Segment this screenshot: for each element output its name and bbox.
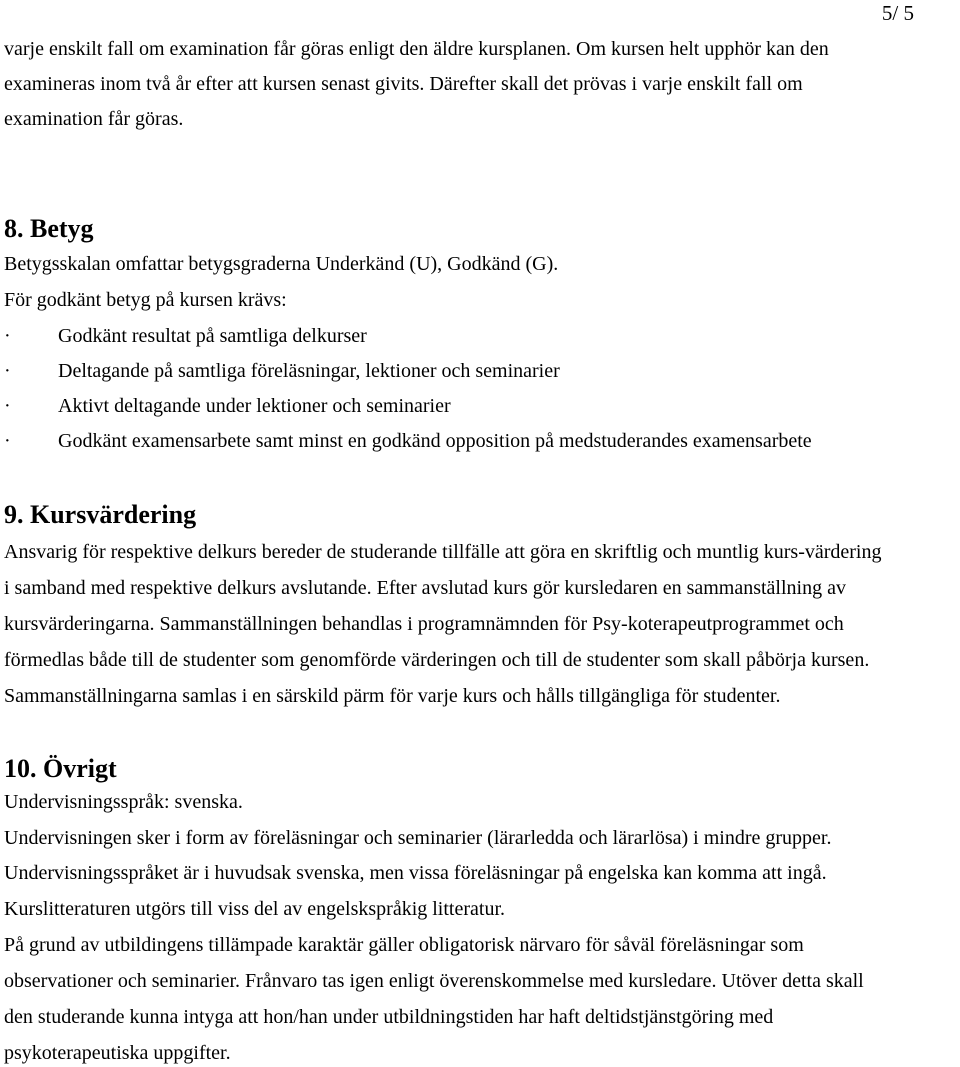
- intro-line-2: examineras inom två år efter att kursen senast givits. Därefter skall det prövas i varje enskilt fall om: [4, 73, 803, 95]
- section-8-heading: 8. Betyg: [4, 214, 94, 243]
- bullet-text: Aktivt deltagande under lektioner och seminarier: [58, 395, 451, 417]
- bullet-text: Godkänt examensarbete samt minst en godkänd opposition på medstuderandes examensarbete: [58, 430, 812, 452]
- bullet-item: [4, 358, 560, 384]
- section-10-line-4: Kurslitteraturen utgörs till viss del av engelskspråkig litteratur.: [4, 898, 506, 920]
- section-9-line-2: i samband med respektive delkurs avslutande. Efter avslutad kurs gör kursledaren en sammanställning av: [4, 577, 846, 599]
- intro-line-3: examination får göras.: [4, 108, 184, 130]
- bullet-item: [4, 428, 812, 454]
- section-10-line-8: psykoterapeutiska uppgifter.: [4, 1042, 231, 1064]
- section-9-line-4: förmedlas både till de studenter som genomförde värderingen och till de studenter som skall påbörja kursen.: [4, 649, 870, 671]
- section-9-line-1: Ansvarig för respektive delkurs bereder de studerande tillfälle att göra en skriftlig och muntlig kurs-värdering: [4, 541, 882, 563]
- section-10-heading: 10. Övrigt: [4, 754, 117, 783]
- section-10-line-1: Undervisningsspråk: svenska.: [4, 791, 243, 813]
- section-10-line-5: På grund av utbildingens tillämpade karaktär gäller obligatorisk närvaro för såväl föreläsningar som: [4, 934, 804, 956]
- bullet-text: Deltagande på samtliga föreläsningar, lektioner och seminarier: [58, 360, 560, 382]
- section-9-heading: 9. Kursvärdering: [4, 500, 197, 529]
- section-9-line-3: kursvärderingarna. Sammanställningen behandlas i programnämnden för Psy-koterapeutprogrammet och: [4, 613, 844, 635]
- bullet-marker: ·: [4, 360, 11, 382]
- section-8-line-2: För godkänt betyg på kursen krävs:: [4, 289, 287, 311]
- bullet-marker: ·: [4, 325, 11, 347]
- bullet-marker: ·: [4, 395, 11, 417]
- page-number: 5/ 5: [881, 1, 914, 25]
- intro-line-1: varje enskilt fall om examination får göras enligt den äldre kursplanen. Om kursen helt upphör kan den: [4, 38, 829, 60]
- section-10-line-7: den studerande kunna intyga att hon/han under utbildningstiden har haft deltidstjänstgöring med: [4, 1006, 774, 1028]
- section-10-line-6: observationer och seminarier. Frånvaro tas igen enligt överenskommelse med kursledare. Utöver detta skall: [4, 970, 864, 992]
- bullet-marker: ·: [4, 430, 11, 452]
- section-10-line-3: Undervisningsspråket är i huvudsak svenska, men vissa föreläsningar på engelska kan komma att ingå.: [4, 862, 827, 884]
- bullet-item: [4, 323, 367, 349]
- bullet-item: [4, 393, 451, 419]
- bullet-text: Godkänt resultat på samtliga delkurser: [58, 325, 367, 347]
- section-10-line-2: Undervisningen sker i form av föreläsningar och seminarier (lärarledda och lärarlösa) i mindre grupper.: [4, 827, 832, 849]
- section-9-line-5: Sammanställningarna samlas i en särskild pärm för varje kurs och hålls tillgängliga för studenter.: [4, 685, 781, 707]
- section-8-line-1: Betygsskalan omfattar betygsgraderna Underkänd (U), Godkänd (G).: [4, 253, 559, 275]
